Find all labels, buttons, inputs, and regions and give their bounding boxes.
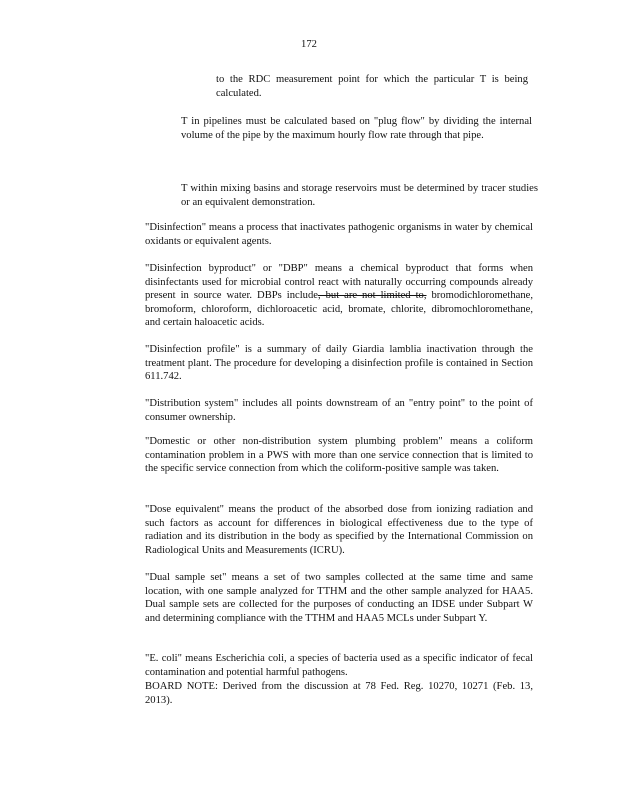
dbp-text-end: bromodichloromethane, bromoform, chloroform, dichloroacetic acid, bromate, chlorite, dibromochloromethane, and certain haloacetic acids.	[145, 290, 533, 329]
definition-domestic-plumbing-problem: "Domestic or other non-distribution system plumbing problem" means a coliform contamination problem in a PWS with more than one service connection that is limited to the specific service connection from which the coliform-positive sample was taken.	[145, 436, 533, 475]
definition-distribution-system: "Distribution system" includes all points downstream of an "entry point" to the point of consumer ownership.	[145, 398, 533, 423]
rdc-continuation-paragraph: to the RDC measurement point for which the particular T is being calculated.	[216, 74, 528, 99]
board-note: BOARD NOTE: Derived from the discussion at 78 Fed. Reg. 10270, 10271 (Feb. 13, 2013).	[145, 681, 533, 706]
pipelines-paragraph: T in pipelines must be calculated based on "plug flow" by dividing the internal volume of the pipe by the maximum hourly flow rate through that pipe.	[181, 116, 532, 141]
definition-dual-sample-set: "Dual sample set" means a set of two samples collected at the same time and same location, with one sample analyzed for TTHM and the other sample analyzed for HAA5. Dual sample sets are collected for the purposes of conducting an IDSE under Subpart W and determining compliance with the TTHM and HAA5 MCLs under Subpart Y.	[145, 572, 533, 624]
mixing-basins-paragraph: T within mixing basins and storage reservoirs must be determined by tracer studies or an equivalent demonstration.	[181, 183, 538, 208]
struck-text: , but are not limited to,	[317, 290, 427, 302]
page-number: 172	[301, 39, 317, 50]
definition-e-coli: "E. coli" means Escherichia coli, a species of bacteria used as a specific indicator of fecal contamination and potential harmful pathogens.	[145, 653, 533, 678]
definition-disinfection-byproduct	[145, 262, 533, 330]
definition-disinfection: "Disinfection" means a process that inactivates pathogenic organisms in water by chemical oxidants or equivalent agents.	[145, 222, 533, 247]
definition-dose-equivalent: "Dose equivalent" means the product of the absorbed dose from ionizing radiation and such factors as account for differences in biological effectiveness due to the type of radiation and its distribution in the body as specified by the International Commission on Radiological Units and Measurements (ICRU).	[145, 504, 533, 556]
dbp-text-start: "Disinfection byproduct" or "DBP" means a chemical byproduct that forms when disinfectants used for microbial control react with naturally occurring compounds already present in source water. DBPs include	[145, 263, 533, 302]
definition-disinfection-profile: "Disinfection profile" is a summary of daily Giardia lamblia inactivation through the treatment plant. The procedure for developing a disinfection profile is contained in Section 611.742.	[145, 344, 533, 383]
